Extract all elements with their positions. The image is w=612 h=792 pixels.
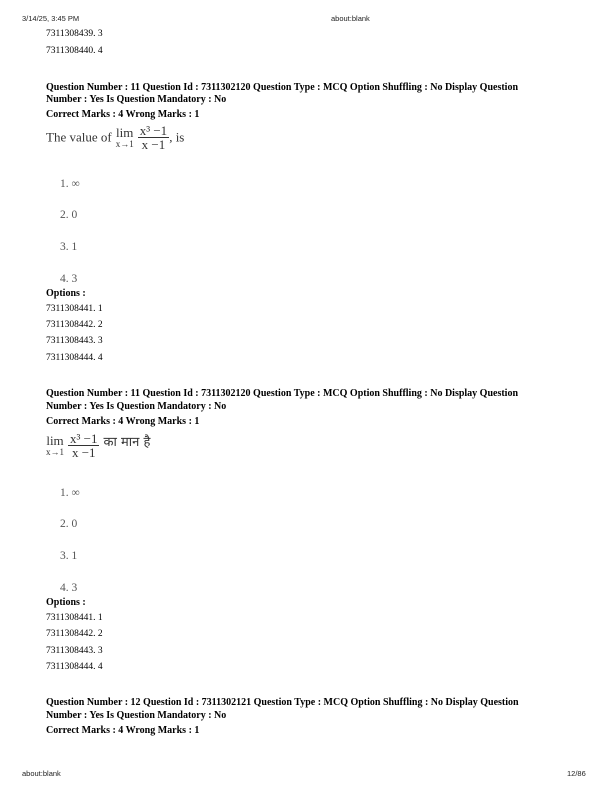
print-page-number: 12/86: [567, 769, 586, 778]
option-line: 7311308444. 4: [46, 662, 103, 672]
fraction: [68, 432, 99, 459]
choice-item: 4. 3: [60, 582, 78, 594]
fraction: [138, 124, 169, 151]
fraction-numerator: x³ −1: [70, 431, 98, 446]
fraction-denominator: x −1: [68, 445, 99, 459]
question-stem: [46, 432, 150, 459]
print-datetime: 3/14/25, 3:45 PM: [22, 14, 80, 23]
lim-word: lim: [46, 432, 64, 448]
fraction-numerator: x³ −1: [139, 123, 168, 138]
print-page-title: about:blank: [331, 14, 370, 23]
options-label: Options :: [46, 597, 86, 608]
question-meta: Number : Yes Is Question Mandatory : No: [46, 94, 227, 105]
question-meta: Number : Yes Is Question Mandatory : No: [46, 710, 227, 721]
option-line: 7311308442. 2: [46, 629, 103, 639]
question-marks: Correct Marks : 4 Wrong Marks : 1: [46, 416, 200, 427]
option-line: 7311308444. 4: [46, 353, 103, 363]
question-marks: Correct Marks : 4 Wrong Marks : 1: [46, 109, 200, 120]
lim-subscript: x→1: [115, 138, 134, 149]
question-meta: Number : Yes Is Question Mandatory : No: [46, 401, 227, 412]
option-line: 7311308439. 3: [46, 29, 103, 39]
question-meta: Question Number : 11 Question Id : 7311302120 Question Type : MCQ Option Shuffling : No Display Question: [46, 82, 519, 93]
limit-operator: [46, 432, 64, 457]
option-line: 7311308443. 3: [46, 336, 103, 346]
question-meta: Question Number : 12 Question Id : 7311302121 Question Type : MCQ Option Shuffling : No Display Question: [46, 697, 519, 708]
stem-prefix: The value of: [46, 129, 112, 145]
question-stem: [46, 124, 184, 151]
stem-suffix-hindi: का मान है: [103, 435, 151, 450]
question-meta: Question Number : 11 Question Id : 7311302120 Question Type : MCQ Option Shuffling : No Display Question: [46, 388, 519, 399]
choice-item: 3. 1: [60, 241, 78, 253]
choice-item: 1. ∞: [60, 178, 80, 190]
option-line: 7311308442. 2: [46, 320, 103, 330]
choice-item: 4. 3: [60, 273, 78, 285]
lim-subscript: x→1: [46, 446, 64, 457]
option-line: 7311308441. 1: [46, 304, 103, 314]
choice-item: 3. 1: [60, 550, 78, 562]
choice-item: 1. ∞: [60, 487, 80, 499]
choice-item: 2. 0: [60, 209, 78, 221]
option-line: 7311308440. 4: [46, 46, 103, 56]
stem-suffix: , is: [169, 129, 185, 145]
choice-item: 2. 0: [60, 518, 78, 530]
lim-word: lim: [116, 124, 134, 140]
options-label: Options :: [46, 288, 86, 299]
question-marks: Correct Marks : 4 Wrong Marks : 1: [46, 725, 200, 736]
option-line: 7311308443. 3: [46, 646, 103, 656]
option-line: 7311308441. 1: [46, 613, 103, 623]
limit-operator: [115, 124, 134, 149]
print-footer-url: about:blank: [22, 769, 61, 778]
fraction-denominator: x −1: [138, 137, 169, 151]
